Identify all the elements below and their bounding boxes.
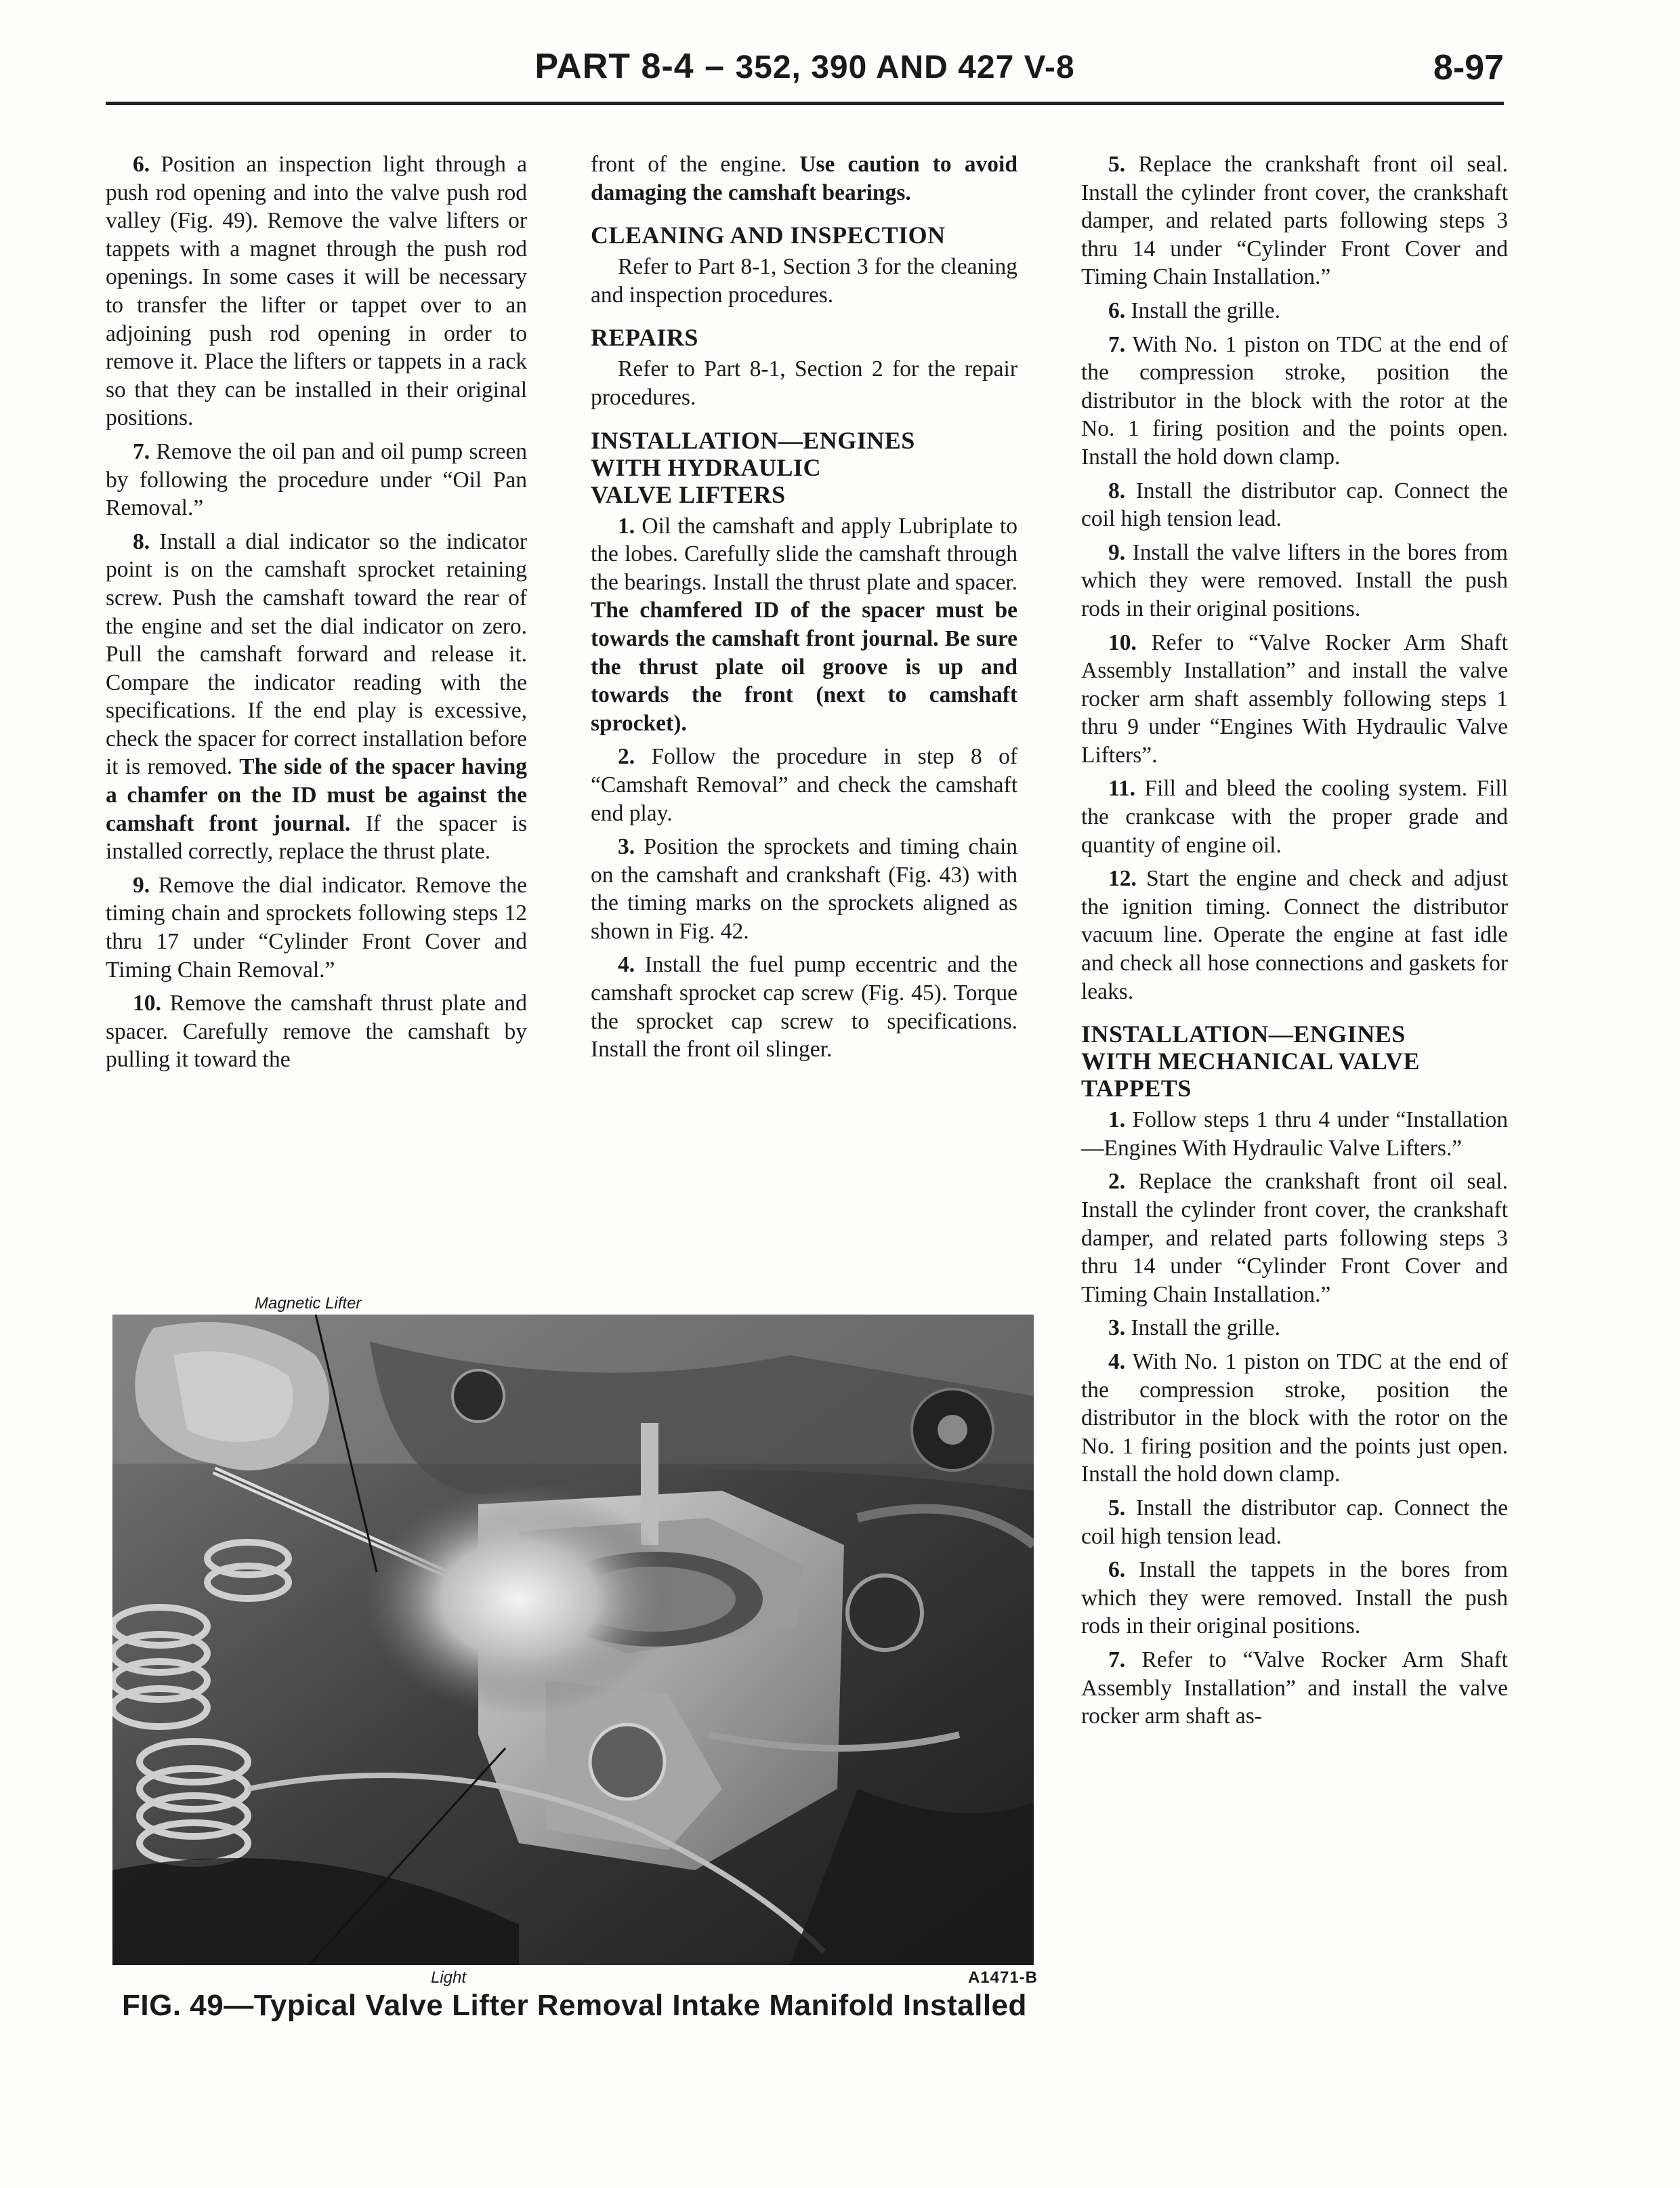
paragraph-step-7: 7. Remove the oil pan and oil pump screen by following the procedure under “Oil Pan Removal.” <box>106 438 527 521</box>
paragraph-step-1: 1. Oil the camshaft and apply Lubriplate to the lobes. Carefully slide the camshaft through the bearings. Install the thrust plate and spacer. The chamfered ID of the spacer must be towards the camshaft front journal. Be sure the thrust plate oil groove is up and towards the front (next to camshaft sprocket). <box>591 513 1017 736</box>
paragraph-step-6: 6. Install the grille. <box>1108 297 1280 323</box>
paragraph-step-2: 2. Follow the procedure in step 8 of “Camshaft Removal” and check the camshaft end play. <box>591 744 1017 826</box>
heading-installation-mechanical: INSTALLATION—ENGINES WITH MECHANICAL VALVE TAPPETS <box>1081 1020 1420 1102</box>
paragraph-step-3: 3. Position the sprockets and timing chain on the camshaft and crankshaft (Fig. 43) with the timing marks on the sprockets aligned as shown in Fig. 42. <box>591 834 1017 944</box>
paragraph-mech-step-1: 1. Follow steps 1 thru 4 under “Installation—Engines With Hydraulic Valve Lifters.” <box>1081 1107 1508 1161</box>
paragraph-step-10: 10. Refer to “Valve Rocker Arm Shaft Assembly Installation” and install the valve rocker arm shaft assembly following steps 1 thru 9 under “Engines With Hydraulic Valve Lifters”. <box>1081 629 1508 768</box>
paragraph-mech-step-2: 2. Replace the crankshaft front oil seal. Install the cylinder front cover, the crankshaft damper, and related parts following steps 3 thru 14 under “Cylinder Front Cover and Timing Chain Installation.” <box>1081 1169 1508 1307</box>
label-light: Light <box>431 1968 467 1987</box>
page-header <box>106 46 1504 100</box>
paragraph-mech-step-6: 6. Install the tappets in the bores from which they were removed. Install the push rods in their original positions. <box>1081 1557 1508 1639</box>
engine-photo <box>112 1315 1034 1965</box>
caution-text: The side of the spacer having a chamfer on the ID must be against the camshaft front journal. <box>106 754 527 836</box>
heading-installation-hydraulic: INSTALLATION—ENGINES WITH HYDRAULIC VALVE LIFTERS <box>591 426 915 508</box>
text-column-1 <box>106 150 527 1079</box>
paragraph-step-9: 9. Install the valve lifters in the bores from which they were removed. Install the push rods in their original positions. <box>1081 539 1508 621</box>
caution-text: Use caution to avoid damaging the camshaft bearings. <box>591 152 1017 205</box>
paragraph-step-11: 11. Fill and bleed the cooling system. Fill the crankcase with the proper grade and quantity of engine oil. <box>1081 776 1508 858</box>
text-column-2 <box>591 150 1017 1069</box>
paragraph-repairs: Refer to Part 8-1, Section 2 for the repair procedures. <box>591 356 1017 410</box>
paragraph-mech-step-5: 5. Install the distributor cap. Connect the coil high tension lead. <box>1081 1495 1508 1549</box>
heading-repairs: REPAIRS <box>591 324 698 352</box>
paragraph-step-9: 9. Remove the dial indicator. Remove the timing chain and sprockets following steps 12 thru 17 under “Cylinder Front Cover and Timing Chain Removal.” <box>106 872 527 983</box>
paragraph-mech-step-3: 3. Install the grille. <box>1108 1315 1280 1341</box>
caution-text: The chamfered ID of the spacer must be towards the camshaft front journal. Be sure the thrust plate oil groove is up and towards the front (next to camshaft sprocket). <box>591 598 1017 736</box>
text-column-3 <box>1081 150 1508 1736</box>
figure-caption: FIG. 49—Typical Valve Lifter Removal Intake Manifold Installed <box>122 1989 1027 2022</box>
figure-code: A1471-B <box>967 1968 1038 1987</box>
paragraph-step-8: 8. Install the distributor cap. Connect the coil high tension lead. <box>1081 478 1508 532</box>
paragraph-step-8: 8. Install a dial indicator so the indicator point is on the camshaft sprocket retaining screw. Push the camshaft toward the rear of the engine and set the dial indicator on zero. Pull the camshaft forward and release it. Compare the indicator reading with the specifications. If the end play is excessive, check the spacer for correct installation before it is removed. The side of the spacer having a chamfer on the ID must be against the camshaft front journal. If the spacer is installed correctly, replace the thrust plate. <box>106 529 527 865</box>
heading-cleaning-inspection: CLEANING AND INSPECTION <box>591 222 946 249</box>
paragraph-step-6: 6. Position an inspection light through a push rod opening and into the valve push rod valley (Fig. 49). Remove the valve lifters or tappets with a magnet through the push rod openings. In some cases it will be necessary to transfer the lifter or tappet over to an adjoining push rod opening in order to remove it. Place the lifters or tappets in a rack so that they can be installed in their original positions. <box>106 152 527 431</box>
engine-subtitle: 352, 390 AND 427 V-8 <box>735 49 1075 85</box>
paragraph-mech-step-4: 4. With No. 1 piston on TDC at the end of the compression stroke, position the distributor in the block with the rotor on the No. 1 firing position and the points just open. Install the hold down clamp. <box>1081 1348 1508 1487</box>
paragraph-cleaning: Refer to Part 8-1, Section 3 for the cleaning and inspection procedures. <box>591 254 1017 308</box>
figure-49 <box>112 1294 1038 1987</box>
paragraph-step-7: 7. With No. 1 piston on TDC at the end of the compression stroke, position the distributor in the block with the rotor at the No. 1 firing position and the points open. Install the hold down clamp. <box>1081 331 1508 470</box>
paragraph-step-5: 5. Replace the crankshaft front oil seal. Install the cylinder front cover, the crankshaft damper, and related parts following steps 3 thru 14 under “Cylinder Front Cover and Timing Chain Installation.” <box>1081 152 1508 290</box>
paragraph-step-12: 12. Start the engine and check and adjust the ignition timing. Connect the distributor vacuum line. Operate the engine at fast idle and check all hose connections and gaskets for leaks. <box>1081 866 1508 1004</box>
paragraph-step-4: 4. Install the fuel pump eccentric and the camshaft sprocket cap screw (Fig. 45). Torque the sprocket cap screw to specifications. Install the front oil slinger. <box>591 952 1017 1062</box>
label-magnetic-lifter: Magnetic Lifter <box>255 1294 362 1313</box>
part-label: PART 8-4 <box>534 47 694 86</box>
paragraph-step-10: 10. Remove the camshaft thrust plate and spacer. Carefully remove the camshaft by pulling it toward the <box>106 991 527 1073</box>
running-title: PART 8-4 – 352, 390 AND 427 V-8 <box>534 47 1075 86</box>
paragraph-mech-step-7: 7. Refer to “Valve Rocker Arm Shaft Assembly Installation” and install the valve rocker arm shaft as- <box>1081 1647 1508 1729</box>
page-number: 8-97 <box>1433 48 1504 87</box>
header-rule <box>106 102 1504 105</box>
paragraph-continued: front of the engine. Use caution to avoid damaging the camshaft bearings. <box>591 152 1017 205</box>
